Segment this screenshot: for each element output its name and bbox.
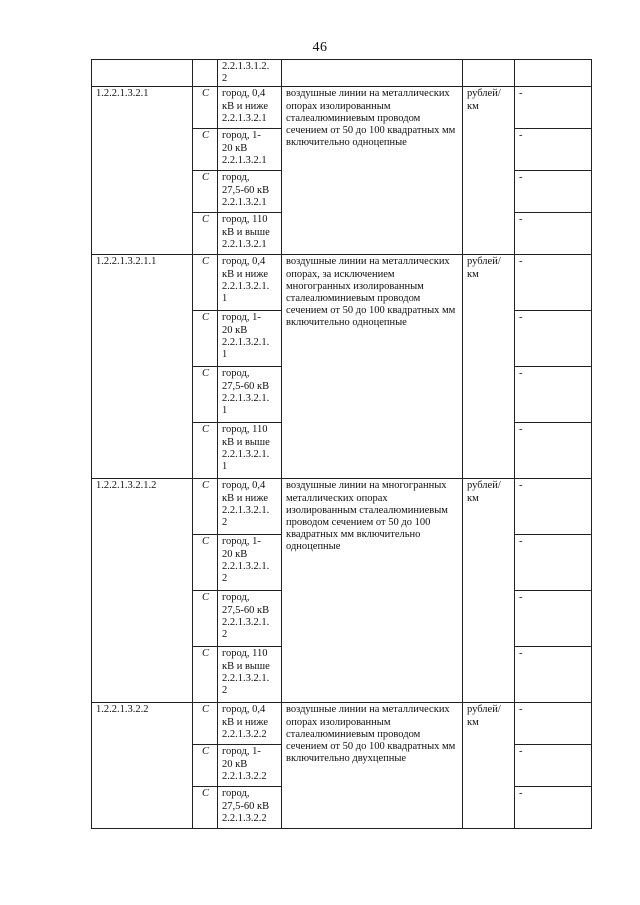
value-cell: - [515, 479, 592, 535]
unit-cell: рублей/ км [463, 255, 515, 479]
letter-cell: С [193, 703, 218, 745]
territory-cell: город, 110 кВ и выше 2.2.1.3.2.1. 2 [218, 647, 282, 703]
territory-cell: город, 27,5-60 кВ 2.2.1.3.2.1. 1 [218, 367, 282, 423]
territory-cell: 2.2.1.3.1.2. 2 [218, 60, 282, 87]
territory-cell: город, 0,4 кВ и ниже 2.2.1.3.2.1. 1 [218, 255, 282, 311]
unit-cell: рублей/ км [463, 479, 515, 703]
value-cell: - [515, 423, 592, 479]
letter-cell: С [193, 129, 218, 171]
description-cell: воздушные линии на многогранных металлических опорах изолированным сталеалюминиевым проводом сечением от 50 до 100 квадратных мм включительно одноцепные [282, 479, 463, 703]
value-cell: - [515, 535, 592, 591]
letter-cell: С [193, 423, 218, 479]
value-cell: - [515, 367, 592, 423]
letter-cell: С [193, 367, 218, 423]
tariff-table [91, 59, 592, 829]
letter-cell [193, 60, 218, 87]
value-cell: - [515, 703, 592, 745]
territory-cell: город, 0,4 кВ и ниже 2.2.1.3.2.2 [218, 703, 282, 745]
letter-cell: С [193, 213, 218, 255]
description-cell: воздушные линии на металлических опорах, за исключением многогранных изолированным сталеалюминиевым проводом сечением от 50 до 100 квадратных мм включительно одноцепные [282, 255, 463, 479]
value-cell: - [515, 129, 592, 171]
page-number: 46 [312, 40, 328, 55]
description-cell: воздушные линии на металлических опорах изолированным сталеалюминиевым проводом сечением от 50 до 100 квадратных мм включительно двухцепные [282, 703, 463, 829]
table-row [92, 479, 592, 535]
code-cell: 1.2.2.1.3.2.1.2 [92, 479, 193, 703]
letter-cell: С [193, 171, 218, 213]
letter-cell: С [193, 535, 218, 591]
description-cell: воздушные линии на металлических опорах изолированным сталеалюминиевым проводом сечением от 50 до 100 квадратных мм включительно одноцепные [282, 87, 463, 255]
letter-cell: С [193, 591, 218, 647]
territory-cell: город, 27,5-60 кВ 2.2.1.3.2.1. 2 [218, 591, 282, 647]
letter-cell: С [193, 479, 218, 535]
description-cell [282, 60, 463, 87]
value-cell: - [515, 591, 592, 647]
territory-cell: город, 0,4 кВ и ниже 2.2.1.3.2.1. 2 [218, 479, 282, 535]
table-body [92, 60, 592, 829]
value-cell: - [515, 745, 592, 787]
code-cell: 1.2.2.1.3.2.1.1 [92, 255, 193, 479]
table-row [92, 87, 592, 129]
unit-cell: рублей/ км [463, 87, 515, 255]
letter-cell: С [193, 787, 218, 829]
territory-cell: город, 27,5-60 кВ 2.2.1.3.2.2 [218, 787, 282, 829]
value-cell: - [515, 213, 592, 255]
value-cell: - [515, 87, 592, 129]
code-cell [92, 60, 193, 87]
value-cell: - [515, 647, 592, 703]
value-cell: - [515, 255, 592, 311]
territory-cell: город, 27,5-60 кВ 2.2.1.3.2.1 [218, 171, 282, 213]
code-cell: 1.2.2.1.3.2.1 [92, 87, 193, 255]
table-row [92, 60, 592, 87]
unit-cell: рублей/ км [463, 703, 515, 829]
value-cell: - [515, 311, 592, 367]
territory-cell: город, 1- 20 кВ 2.2.1.3.2.1. 1 [218, 311, 282, 367]
territory-cell: город, 110 кВ и выше 2.2.1.3.2.1. 1 [218, 423, 282, 479]
table-row [92, 255, 592, 311]
letter-cell: С [193, 647, 218, 703]
value-cell: - [515, 787, 592, 829]
value-cell [515, 60, 592, 87]
unit-cell [463, 60, 515, 87]
territory-cell: город, 1- 20 кВ 2.2.1.3.2.2 [218, 745, 282, 787]
table-row [92, 703, 592, 745]
territory-cell: город, 1- 20 кВ 2.2.1.3.2.1. 2 [218, 535, 282, 591]
code-cell: 1.2.2.1.3.2.2 [92, 703, 193, 829]
value-cell: - [515, 171, 592, 213]
territory-cell: город, 1- 20 кВ 2.2.1.3.2.1 [218, 129, 282, 171]
letter-cell: С [193, 311, 218, 367]
letter-cell: С [193, 87, 218, 129]
territory-cell: город, 110 кВ и выше 2.2.1.3.2.1 [218, 213, 282, 255]
territory-cell: город, 0,4 кВ и ниже 2.2.1.3.2.1 [218, 87, 282, 129]
letter-cell: С [193, 255, 218, 311]
letter-cell: С [193, 745, 218, 787]
